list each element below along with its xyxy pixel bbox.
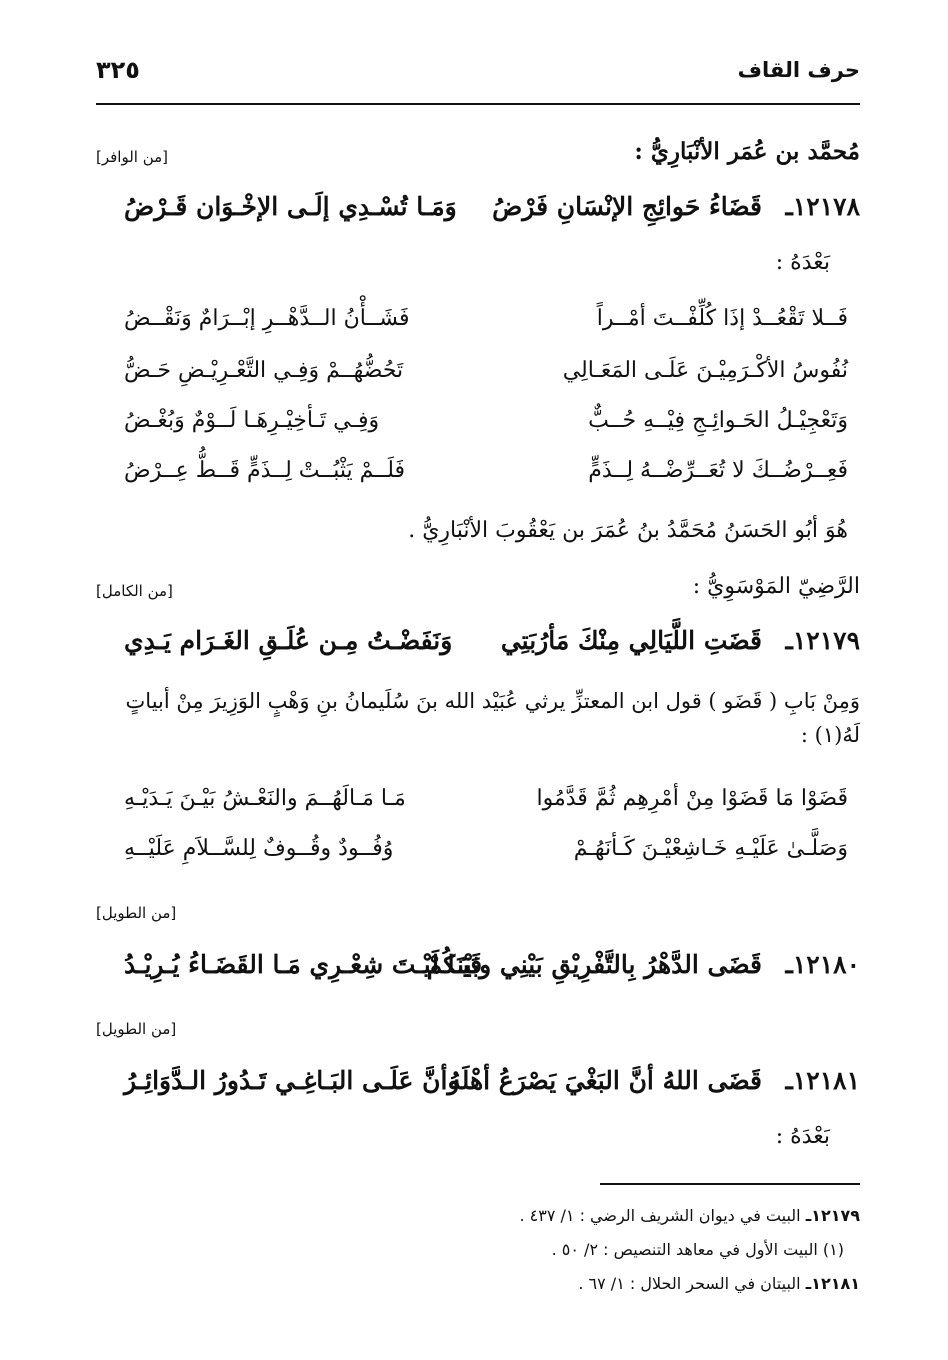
footnote-text: البيت في ديوان الشريف الرضي : ١/ ٤٣٧ . — [519, 1206, 801, 1225]
verse-second-hemistich: فَيَـا لَيْـتَ شِعْـرِي مَـا القَضَـاءُ يُـرِيْـدُ — [124, 950, 483, 979]
verse-number: ١٢١٨٠ـ — [785, 950, 860, 979]
page-number: ٣٢٥ — [96, 56, 140, 84]
verse-first-hemistich: فَــلا تَقْعُــدْ إذَا كُلِّفْــتَ أمْــراً — [596, 306, 848, 331]
verse-second-hemistich: تَحُضُّهُــمْ وَفِـي التَّعْـرِيْـضِ حَـضُّ — [124, 358, 404, 383]
prose-paragraph: وَمِنْ بَابِ ( قَضَو ) قول ابن المعتزِّ يرثي عُبَيْد الله بنَ سُلَيمانُ بنِ وَهْبٍ الوَزِيرَ مِنْ أبياتٍ لَهُ(١) : — [125, 689, 860, 747]
verse-second-hemistich: وَمَـا تُسْـدِي إلَـى الإخْـوَان قَـرْضُ — [124, 192, 457, 221]
meter-label: [من الطويل] — [96, 904, 177, 922]
header-rule — [96, 103, 860, 105]
verse-first-hemistich: وَصَلَّـىٰ عَلَيْـهِ خَـاشِعْيْـنَ كَـأنَهُـمْ — [573, 836, 848, 861]
verse-second-hemistich: مَـا مَـالَهُــمَ والنَعْـشُ بَيْـنَ يَـدَيْـهِ — [124, 786, 406, 811]
verse-second-hemistich: وَفِـي تَـأخِيْـرِهَـا لَــوْمٌ وَبُغْـضُ — [124, 408, 380, 433]
footnote-number: ١٢١٧٩ـ — [805, 1206, 860, 1225]
verse-second-hemistich: وأنَّ عَلَـى البَـاغِـي تَـدُورُ الـدَّوَائِـرُ — [124, 1066, 460, 1095]
poet-name: الرَّضِيّ المَوْسَوِيُّ : — [692, 574, 860, 599]
verse-second-hemistich: فَلَــمْ يَثْبُــتْ لِــذَمٍّ قَــطُّ عِــرْضُ — [124, 458, 406, 483]
verse-second-hemistich: وَنَفَضْـتُ مِـن عُلَـقِ الغَـرَام يَـدِي — [124, 626, 453, 655]
meter-label: [من الوافر] — [96, 148, 169, 166]
verse-first-hemistich: نُفُوسُ الأكْـرَمِيْـنَ عَلَـى المَعَـالِي — [562, 358, 848, 383]
meter-label: [من الطويل] — [96, 1020, 177, 1038]
verse-number: ١٢١٧٩ـ — [785, 626, 860, 655]
verse-first-hemistich: قَضَاءُ حَوائِجِ الإنْسَانِ فَرْضُ — [492, 192, 762, 221]
continuation-label: بَعْدَهُ : — [775, 250, 830, 275]
verse-number: ١٢١٨١ـ — [785, 1066, 860, 1095]
footnote — [519, 1206, 860, 1225]
footnote-number: ١٢١٨١ـ — [805, 1274, 860, 1293]
verse-first-hemistich: قَضَى اللهُ أنَّ البَغْيَ يَصْرَعُ أهْلَهُ — [448, 1066, 762, 1095]
verse-first-hemistich: فَعِــرْضُــكَ لا تُعَــرِّضْــهُ لِــذَمٍّ — [588, 458, 848, 483]
biographical-note: هُوَ أبُو الحَسَنُ مُحَمَّدُ بنُ عُمَرَ بن يَعْقُوبَ الأنْبَارِيُّ . — [408, 518, 848, 543]
running-header-chapter: حرف القاف — [737, 58, 860, 82]
poet-name: مُحمَّد بن عُمَر الأنْبَارِيُّ : — [634, 138, 860, 165]
verse-number: ١٢١٧٨ـ — [785, 192, 860, 221]
footnote-text: البيتان في السحر الحلال : ١/ ٦٧ . — [578, 1274, 801, 1293]
footnote — [578, 1274, 860, 1293]
verse-first-hemistich: وَتَعْجِيْـلُ الحَـوائِـجِ فِيْــهِ حُــبٌّ — [588, 408, 848, 433]
verse-second-hemistich: وُفُــودٌ وقُــوفٌ لِلسَّــلاَمِ عَلَيْــهِ — [124, 836, 394, 861]
verse-second-hemistich: فَشَــأْنُ الــدَّهْــرِ إبْــرَامٌ وَنَقْــضُ — [124, 306, 410, 331]
verse-first-hemistich: قَضَى الدَّهْرُ بِالتَّفْرِيْقِ بَيْنِي وبَيْنَكُمْ — [426, 950, 762, 979]
footnote: (١) البيت الأول في معاهد التنصيص : ٢/ ٥٠ . — [551, 1240, 844, 1259]
meter-label: [من الكامل] — [96, 582, 173, 600]
continuation-label: بَعْدَهُ : — [775, 1124, 830, 1149]
verse-first-hemistich: قَضَتِ اللَّيَالِي مِنْكَ مَأرُبَتِي — [500, 626, 762, 655]
verse-first-hemistich: قَضَوْا مَا قَضَوْا مِنْ أمْرِهِم ثُمَّ قَدَّمُوا — [536, 786, 848, 811]
footnote-rule — [600, 1183, 860, 1185]
